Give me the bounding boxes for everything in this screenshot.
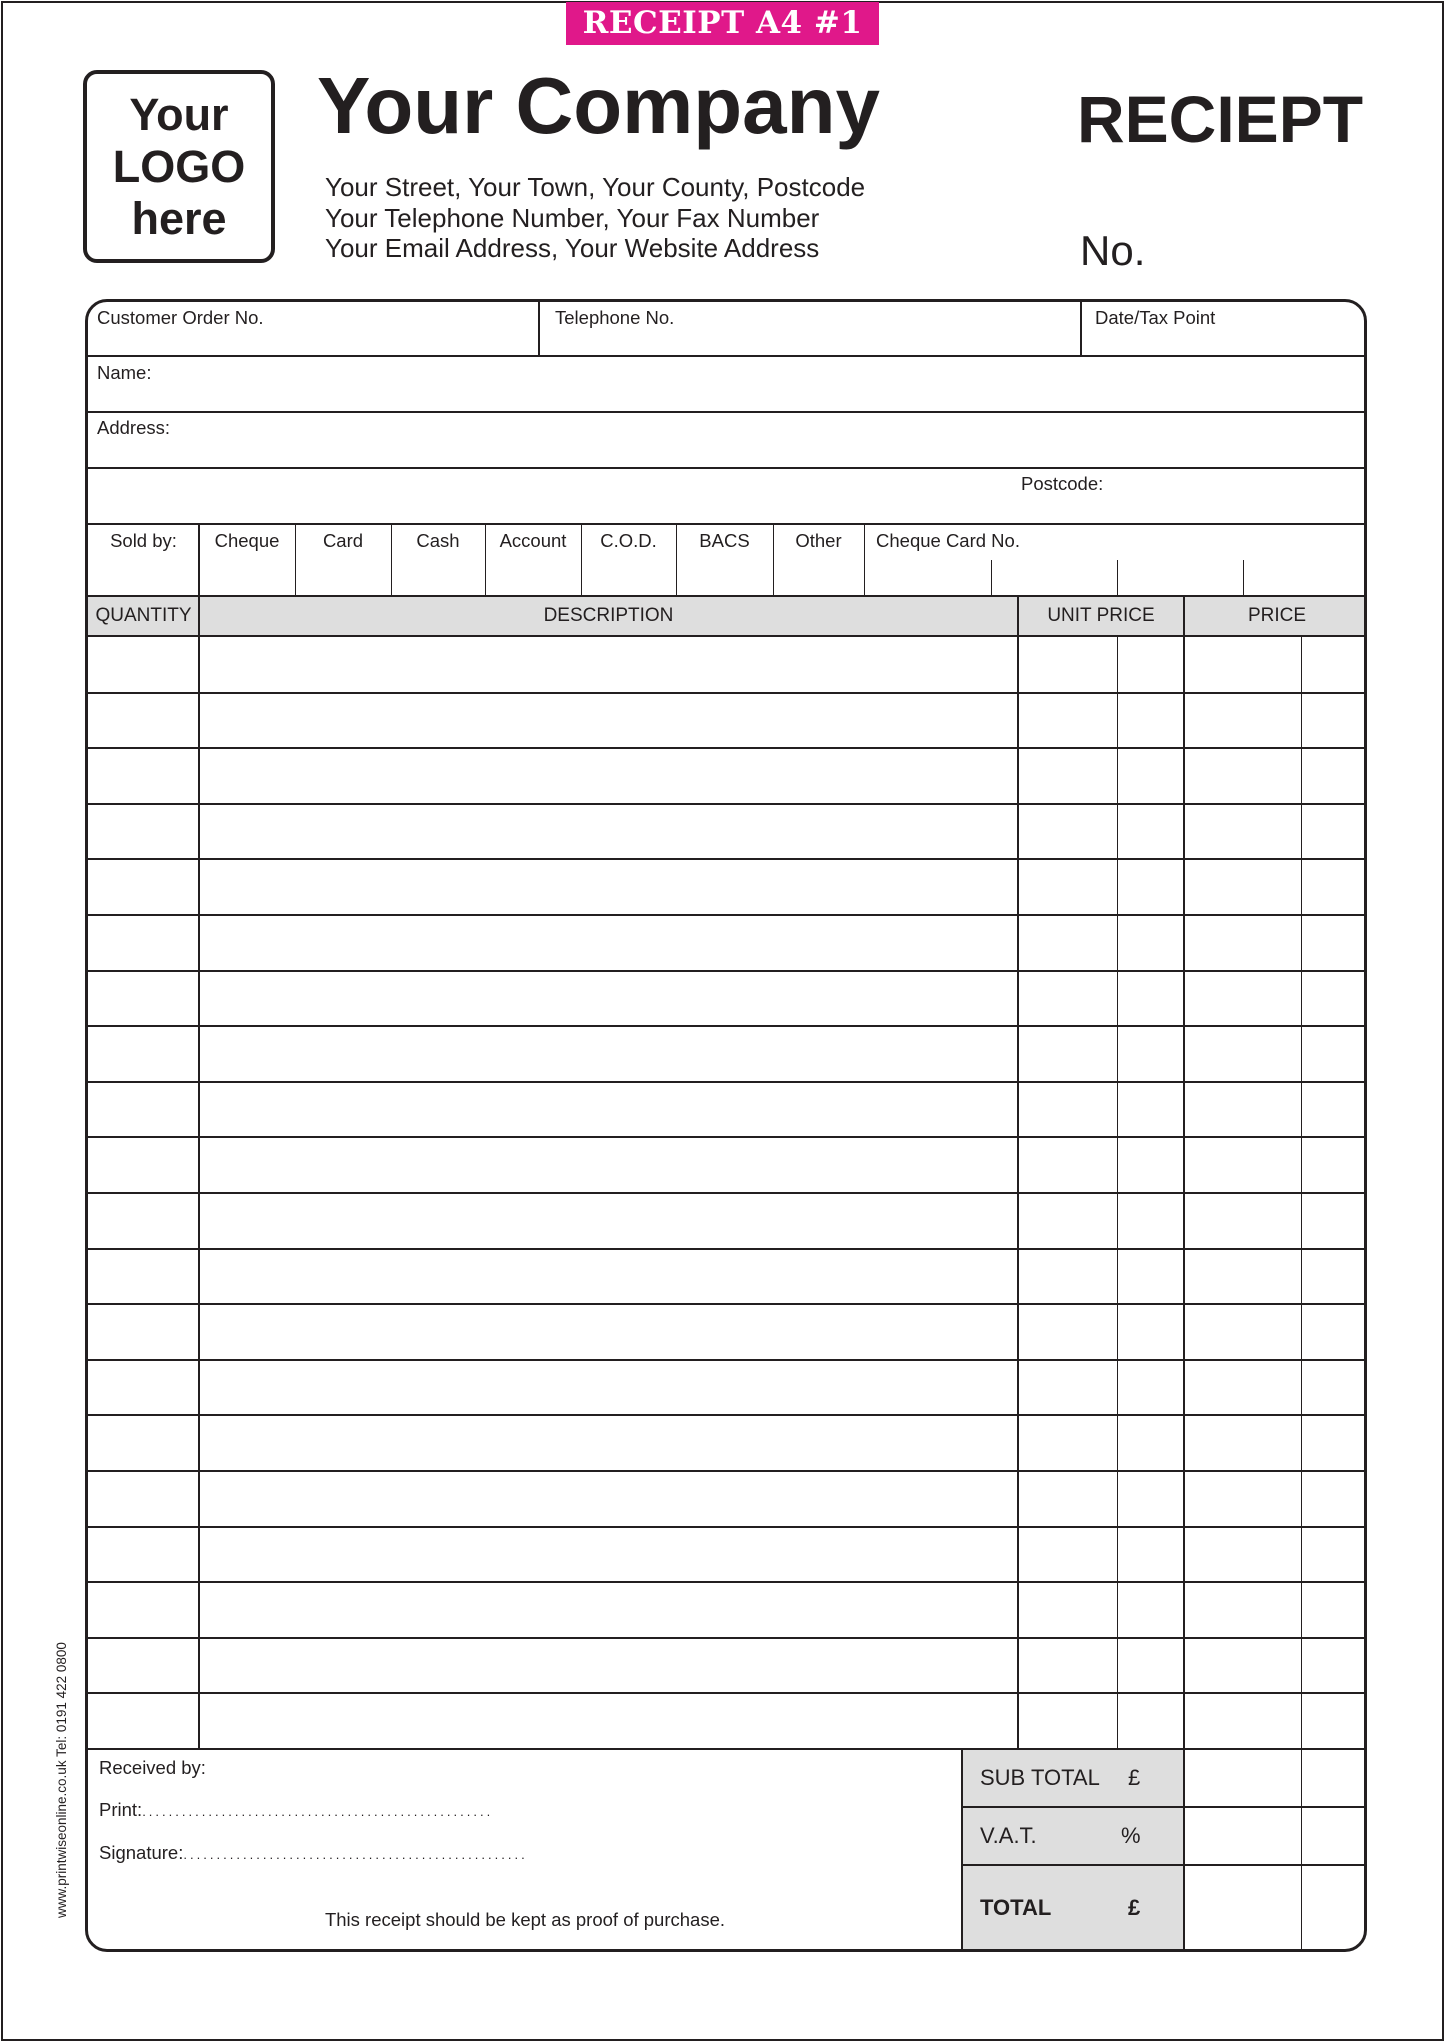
subtotal-amount-field[interactable]: [1186, 1750, 1367, 1806]
unit-price-pounds-cell[interactable]: [1019, 1415, 1117, 1469]
unit-price-pence-cell[interactable]: [1119, 1471, 1183, 1525]
description-cell[interactable]: [200, 1638, 1017, 1692]
description-cell[interactable]: [200, 1527, 1017, 1581]
print-line[interactable]: . . . . . . . . . . . . . . . . . . . . . . . . . . . . . . . . . . . . . . . . . . . . . . . . . . . . .: [142, 1804, 490, 1819]
table-row: [88, 637, 1367, 693]
received-by-label: Received by:: [99, 1757, 206, 1778]
column-header-price: PRICE: [1247, 605, 1307, 626]
quantity-cell[interactable]: [88, 1082, 198, 1136]
price-pence-cell[interactable]: [1303, 915, 1367, 969]
price-pounds-cell[interactable]: [1185, 1026, 1301, 1080]
price-pounds-cell[interactable]: [1185, 804, 1301, 858]
price-pounds-cell[interactable]: [1185, 859, 1301, 913]
quantity-cell[interactable]: [88, 859, 198, 913]
table-row: [88, 1026, 1367, 1082]
price-pence-cell[interactable]: [1303, 1249, 1367, 1303]
price-pounds-cell[interactable]: [1185, 1137, 1301, 1191]
description-cell[interactable]: [200, 1471, 1017, 1525]
payment-card: Card: [322, 530, 364, 551]
price-pounds-cell[interactable]: [1185, 637, 1301, 691]
price-pence-cell[interactable]: [1303, 1026, 1367, 1080]
pence-divider: [1117, 637, 1118, 1749]
logo-line: LOGO: [112, 140, 246, 192]
quantity-cell[interactable]: [88, 1360, 198, 1414]
unit-price-pounds-cell[interactable]: [1019, 1193, 1117, 1247]
table-row: [88, 1415, 1367, 1471]
table-row: [88, 859, 1367, 915]
price-pence-cell[interactable]: [1303, 1582, 1367, 1636]
column-divider: [198, 596, 200, 1749]
company-address-line: Your Street, Your Town, Your County, Postcode: [325, 172, 866, 202]
quantity-cell[interactable]: [88, 1693, 198, 1747]
card-digit-divider: [1243, 560, 1244, 596]
print-label-text: Print:: [99, 1799, 143, 1820]
description-cell[interactable]: [200, 693, 1017, 747]
table-row: [88, 915, 1367, 971]
column-divider: [1017, 596, 1019, 1749]
description-cell[interactable]: [200, 915, 1017, 969]
company-web-line: Your Email Address, Your Website Address: [325, 233, 820, 263]
column-header-description: DESCRIPTION: [543, 605, 674, 626]
price-pence-cell[interactable]: [1303, 1137, 1367, 1191]
payment-cod-box[interactable]: [583, 525, 676, 595]
unit-price-pounds-cell[interactable]: [1019, 804, 1117, 858]
price-pounds-cell[interactable]: [1185, 1471, 1301, 1525]
sold-by-label: Sold by:: [110, 530, 177, 551]
name-field[interactable]: [88, 357, 1367, 411]
price-pence-cell[interactable]: [1303, 693, 1367, 747]
price-pounds-cell[interactable]: [1185, 1638, 1301, 1692]
unit-price-pence-cell[interactable]: [1119, 804, 1183, 858]
price-pence-cell[interactable]: [1303, 804, 1367, 858]
unit-price-pence-cell[interactable]: [1119, 1137, 1183, 1191]
divider: [88, 467, 1367, 469]
description-cell[interactable]: [200, 1360, 1017, 1414]
description-cell[interactable]: [200, 971, 1017, 1025]
subtotal-label: SUB TOTAL: [980, 1765, 1100, 1790]
price-pence-cell[interactable]: [1303, 1193, 1367, 1247]
document-title: RECIEPT: [1077, 82, 1364, 156]
column-header-unit-price: UNIT PRICE: [1047, 605, 1155, 626]
description-cell[interactable]: [200, 859, 1017, 913]
table-row: [88, 971, 1367, 1027]
table-row: [88, 1137, 1367, 1193]
price-pence-cell[interactable]: [1303, 859, 1367, 913]
total-currency-symbol: £: [1128, 1895, 1141, 1920]
quantity-cell[interactable]: [88, 1193, 198, 1247]
unit-price-pence-cell[interactable]: [1119, 1249, 1183, 1303]
template-banner: RECEIPT A4 #1: [566, 2, 879, 45]
unit-price-pence-cell[interactable]: [1119, 1082, 1183, 1136]
price-pounds-cell[interactable]: [1185, 1082, 1301, 1136]
table-row: [88, 1193, 1367, 1249]
description-cell[interactable]: [200, 804, 1017, 858]
description-cell[interactable]: [200, 1249, 1017, 1303]
vat-amount-field[interactable]: [1186, 1808, 1367, 1864]
address-label: Address:: [97, 417, 171, 438]
price-pence-cell[interactable]: [1303, 1527, 1367, 1581]
payment-cheque-box[interactable]: [200, 525, 294, 595]
subtotal-currency-symbol: £: [1128, 1765, 1141, 1790]
print-label: [99, 1799, 490, 1823]
unit-price-pounds-cell[interactable]: [1019, 859, 1117, 913]
unit-price-pounds-cell[interactable]: [1019, 1582, 1117, 1636]
price-pounds-cell[interactable]: [1185, 971, 1301, 1025]
payment-card-box[interactable]: [297, 525, 391, 595]
signature-label: [99, 1842, 524, 1866]
table-row: [88, 1693, 1367, 1749]
payment-account: Account: [499, 530, 567, 551]
logo-line: Your: [129, 88, 229, 140]
payment-other: Other: [795, 530, 842, 551]
quantity-cell[interactable]: [88, 1304, 198, 1358]
table-row: [88, 1471, 1367, 1527]
description-cell[interactable]: [200, 1193, 1017, 1247]
table-row: [88, 1527, 1367, 1583]
price-pence-cell[interactable]: [1303, 1415, 1367, 1469]
unit-price-pence-cell[interactable]: [1119, 1638, 1183, 1692]
quantity-cell[interactable]: [88, 748, 198, 802]
description-cell[interactable]: [200, 1582, 1017, 1636]
unit-price-pence-cell[interactable]: [1119, 748, 1183, 802]
quantity-cell[interactable]: [88, 693, 198, 747]
signature-line[interactable]: . . . . . . . . . . . . . . . . . . . . . . . . . . . . . . . . . . . . . . . . . . . . . . . . . . . .: [183, 1847, 525, 1862]
price-pounds-cell[interactable]: [1185, 1415, 1301, 1469]
quantity-cell[interactable]: [88, 1415, 198, 1469]
payment-bacs: BACS: [699, 530, 750, 551]
quantity-cell[interactable]: [88, 915, 198, 969]
card-digit-divider: [1117, 560, 1118, 596]
card-digit-divider: [991, 560, 992, 596]
total-label: TOTAL: [980, 1895, 1052, 1920]
quantity-cell[interactable]: [88, 1249, 198, 1303]
divider: [88, 595, 1367, 597]
description-cell[interactable]: [200, 1304, 1017, 1358]
unit-price-pence-cell[interactable]: [1119, 971, 1183, 1025]
unit-price-pounds-cell[interactable]: [1019, 1638, 1117, 1692]
table-row: [88, 804, 1367, 860]
printer-credit: www.printwiseonline.co.uk Tel: 0191 422 0800: [54, 1642, 69, 1918]
unit-price-pounds-cell[interactable]: [1019, 1082, 1117, 1136]
divider: [864, 524, 865, 596]
unit-price-pence-cell[interactable]: [1119, 693, 1183, 747]
payment-cash-box[interactable]: [393, 525, 485, 595]
unit-price-pounds-cell[interactable]: [1019, 693, 1117, 747]
quantity-cell[interactable]: [88, 1638, 198, 1692]
price-pence-cell[interactable]: [1303, 1304, 1367, 1358]
description-cell[interactable]: [200, 1137, 1017, 1191]
company-contact-line: Your Telephone Number, Your Fax Number: [325, 203, 820, 233]
name-label: Name:: [97, 362, 152, 383]
unit-price-pounds-cell[interactable]: [1019, 1026, 1117, 1080]
unit-price-pence-cell[interactable]: [1119, 1304, 1183, 1358]
description-cell[interactable]: [200, 1082, 1017, 1136]
divider: [88, 1748, 1367, 1750]
unit-price-pounds-cell[interactable]: [1019, 971, 1117, 1025]
price-pence-cell[interactable]: [1303, 637, 1367, 691]
price-pence-cell[interactable]: [1303, 748, 1367, 802]
quantity-cell[interactable]: [88, 1471, 198, 1525]
price-pence-cell[interactable]: [1303, 971, 1367, 1025]
description-cell[interactable]: [200, 1026, 1017, 1080]
unit-price-pence-cell[interactable]: [1119, 1415, 1183, 1469]
unit-price-pounds-cell[interactable]: [1019, 915, 1117, 969]
quantity-cell[interactable]: [88, 804, 198, 858]
price-pounds-cell[interactable]: [1185, 1249, 1301, 1303]
quantity-cell[interactable]: [88, 1026, 198, 1080]
logo-line: here: [131, 192, 227, 244]
price-pence-cell[interactable]: [1303, 1638, 1367, 1692]
price-pounds-cell[interactable]: [1185, 748, 1301, 802]
receipt-number-label: No.: [1080, 227, 1146, 274]
unit-price-pounds-cell[interactable]: [1019, 1304, 1117, 1358]
payment-bacs-box[interactable]: [678, 525, 773, 595]
unit-price-pounds-cell[interactable]: [1019, 1693, 1117, 1747]
payment-cod: C.O.D.: [600, 530, 657, 551]
quantity-cell[interactable]: [88, 637, 198, 691]
receipt-form: [85, 299, 1367, 1952]
proof-of-purchase-note: This receipt should be kept as proof of purchase.: [324, 1909, 726, 1930]
unit-price-pounds-cell[interactable]: [1019, 1471, 1117, 1525]
quantity-cell[interactable]: [88, 1527, 198, 1581]
cheque-card-no-label: Cheque Card No.: [876, 530, 1020, 551]
quantity-cell[interactable]: [88, 1582, 198, 1636]
unit-price-pence-cell[interactable]: [1119, 859, 1183, 913]
unit-price-pounds-cell[interactable]: [1019, 1137, 1117, 1191]
company-name: Your Company: [317, 61, 881, 150]
payment-cash: Cash: [416, 530, 460, 551]
price-pounds-cell[interactable]: [1185, 1582, 1301, 1636]
vat-label: V.A.T.: [980, 1823, 1037, 1848]
table-row: [88, 1638, 1367, 1694]
column-header-quantity: QUANTITY: [95, 605, 192, 626]
table-row: [88, 1304, 1367, 1360]
telephone-label: Telephone No.: [555, 307, 675, 328]
unit-price-pence-cell[interactable]: [1119, 1193, 1183, 1247]
unit-price-pounds-cell[interactable]: [1019, 1360, 1117, 1414]
price-pounds-cell[interactable]: [1185, 1527, 1301, 1581]
total-amount-field[interactable]: [1186, 1866, 1367, 1952]
price-pounds-cell[interactable]: [1185, 1193, 1301, 1247]
signature-label-text: Signature:: [99, 1842, 184, 1863]
payment-cheque: Cheque: [214, 530, 280, 551]
postcode-label: Postcode:: [1021, 473, 1104, 494]
price-pounds-cell[interactable]: [1185, 915, 1301, 969]
date-tax-point-field[interactable]: [1082, 302, 1367, 356]
price-pounds-cell[interactable]: [1185, 1693, 1301, 1747]
table-row: [88, 693, 1367, 749]
description-cell[interactable]: [200, 748, 1017, 802]
unit-price-pence-cell[interactable]: [1119, 637, 1183, 691]
price-pence-cell[interactable]: [1303, 1693, 1367, 1747]
description-cell[interactable]: [200, 1693, 1017, 1747]
table-row: [88, 1249, 1367, 1305]
unit-price-pounds-cell[interactable]: [1019, 1249, 1117, 1303]
customer-order-no-label: Customer Order No.: [97, 307, 264, 328]
price-pence-cell[interactable]: [1303, 1471, 1367, 1525]
unit-price-pence-cell[interactable]: [1119, 1360, 1183, 1414]
table-row: [88, 748, 1367, 804]
table-row: [88, 1360, 1367, 1416]
quantity-cell[interactable]: [88, 971, 198, 1025]
price-pence-cell[interactable]: [1303, 1082, 1367, 1136]
items-table-body: [88, 637, 1367, 1749]
price-pence-cell[interactable]: [1303, 1360, 1367, 1414]
unit-price-pounds-cell[interactable]: [1019, 748, 1117, 802]
price-pounds-cell[interactable]: [1185, 693, 1301, 747]
logo-placeholder: [83, 70, 275, 263]
unit-price-pence-cell[interactable]: [1119, 1026, 1183, 1080]
unit-price-pence-cell[interactable]: [1119, 915, 1183, 969]
table-row: [88, 1582, 1367, 1638]
description-cell[interactable]: [200, 1415, 1017, 1469]
table-row: [88, 1082, 1367, 1138]
unit-price-pounds-cell[interactable]: [1019, 1527, 1117, 1581]
telephone-field[interactable]: [540, 302, 1080, 356]
date-tax-point-label: Date/Tax Point: [1095, 307, 1216, 328]
unit-price-pence-cell[interactable]: [1119, 1527, 1183, 1581]
price-pounds-cell[interactable]: [1185, 1360, 1301, 1414]
unit-price-pounds-cell[interactable]: [1019, 637, 1117, 691]
customer-order-no-field[interactable]: [88, 302, 539, 356]
unit-price-pence-cell[interactable]: [1119, 1582, 1183, 1636]
quantity-cell[interactable]: [88, 1137, 198, 1191]
description-cell[interactable]: [200, 637, 1017, 691]
vat-percent-symbol: %: [1121, 1823, 1141, 1848]
payment-account-box[interactable]: [487, 525, 581, 595]
unit-price-pence-cell[interactable]: [1119, 1693, 1183, 1747]
payment-other-box[interactable]: [775, 525, 864, 595]
price-pounds-cell[interactable]: [1185, 1304, 1301, 1358]
